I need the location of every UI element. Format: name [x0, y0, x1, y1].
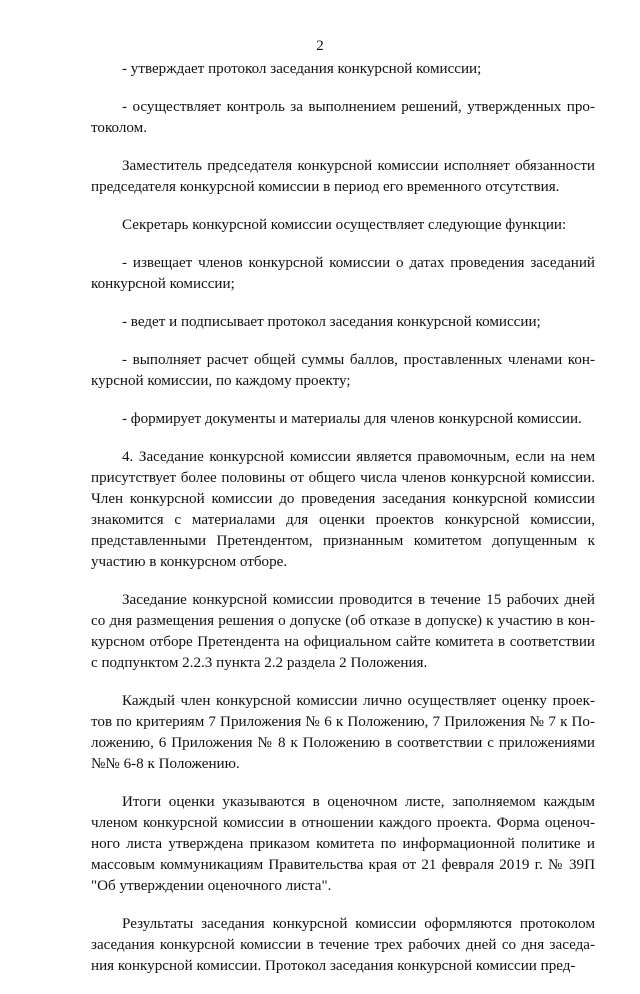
paragraph-controls-decisions: - осуществляет контроль за выполнением решений, утвержденных протоколом. [91, 99, 595, 136]
paragraph-deputy-chair-duties: Заместитель председателя конкурсной комиссии исполняет обязанности председателя конкурсной комиссии в период его временного отсутствия. [91, 158, 595, 195]
page-number: 2 [316, 38, 324, 54]
paragraph-evaluation-sheet: Итоги оценки указываются в оценочном листе, заполняемом каждым членом конкурсной комиссии в отношении каждого проекта. Форма оценочного листа утверждена приказом комитета по информационной политике и массовым коммуникациям Правительства края от 21 февраля 2019 г. № 39П "Об утверждении оценочного листа". [91, 794, 595, 894]
paragraph-approves-protocol: - утверждает протокол заседания конкурсной комиссии; [122, 61, 482, 77]
paragraph-forms-documents: - формирует документы и материалы для членов конкурсной комиссии. [122, 411, 582, 427]
paragraph-calculates-scores: - выполняет расчет общей суммы баллов, проставленных членами конкурсной комиссии, по каждому проекту; [91, 352, 595, 389]
paragraph-secretary-functions: Секретарь конкурсной комиссии осуществляет следующие функции: [122, 217, 567, 233]
paragraph-keeps-protocol: - ведет и подписывает протокол заседания конкурсной комиссии; [122, 314, 541, 330]
paragraph-notifies-members: - извещает членов конкурсной комиссии о датах проведения заседаний конкурсной комиссии; [91, 255, 595, 292]
paragraph-meeting-timing: Заседание конкурсной комиссии проводится в течение 15 рабочих дней со дня размещения решения о допуске (об отказе в допуске) к участию в конкурсном отборе Претендента на официальном сайте комитета в соответствии с подпунктом 2.2.3 пункта 2.2 раздела 2 Положения. [91, 592, 595, 671]
document-body [91, 59, 595, 994]
paragraph-meeting-results: Результаты заседания конкурсной комиссии оформляются протоколом заседания конкурсной комиссии в течение трех рабочих дней со дня заседания конкурсной комиссии. Протокол заседания конкурсной комиссии пред- [91, 916, 595, 974]
paragraph-project-evaluation: Каждый член конкурсной комиссии лично осуществляет оценку проектов по критериям 7 Приложения № 6 к Положению, 7 Приложения № 7 к Положению, 6 Приложения № 8 к Положению в соответствии с приложениями №№ 6-8 к Положению. [91, 693, 595, 772]
paragraph-item-4-quorum: 4. Заседание конкурсной комиссии является правомочным, если на нем присутствует более половины от общего числа членов конкурсной комиссии. Член конкурсной комиссии до проведения заседания конкурсной комиссии знакомится с материалами для оценки проектов конкурсной комиссии, представленными Претендентом, признанным комитетом допущенным к участию в конкурсном отборе. [91, 449, 595, 570]
